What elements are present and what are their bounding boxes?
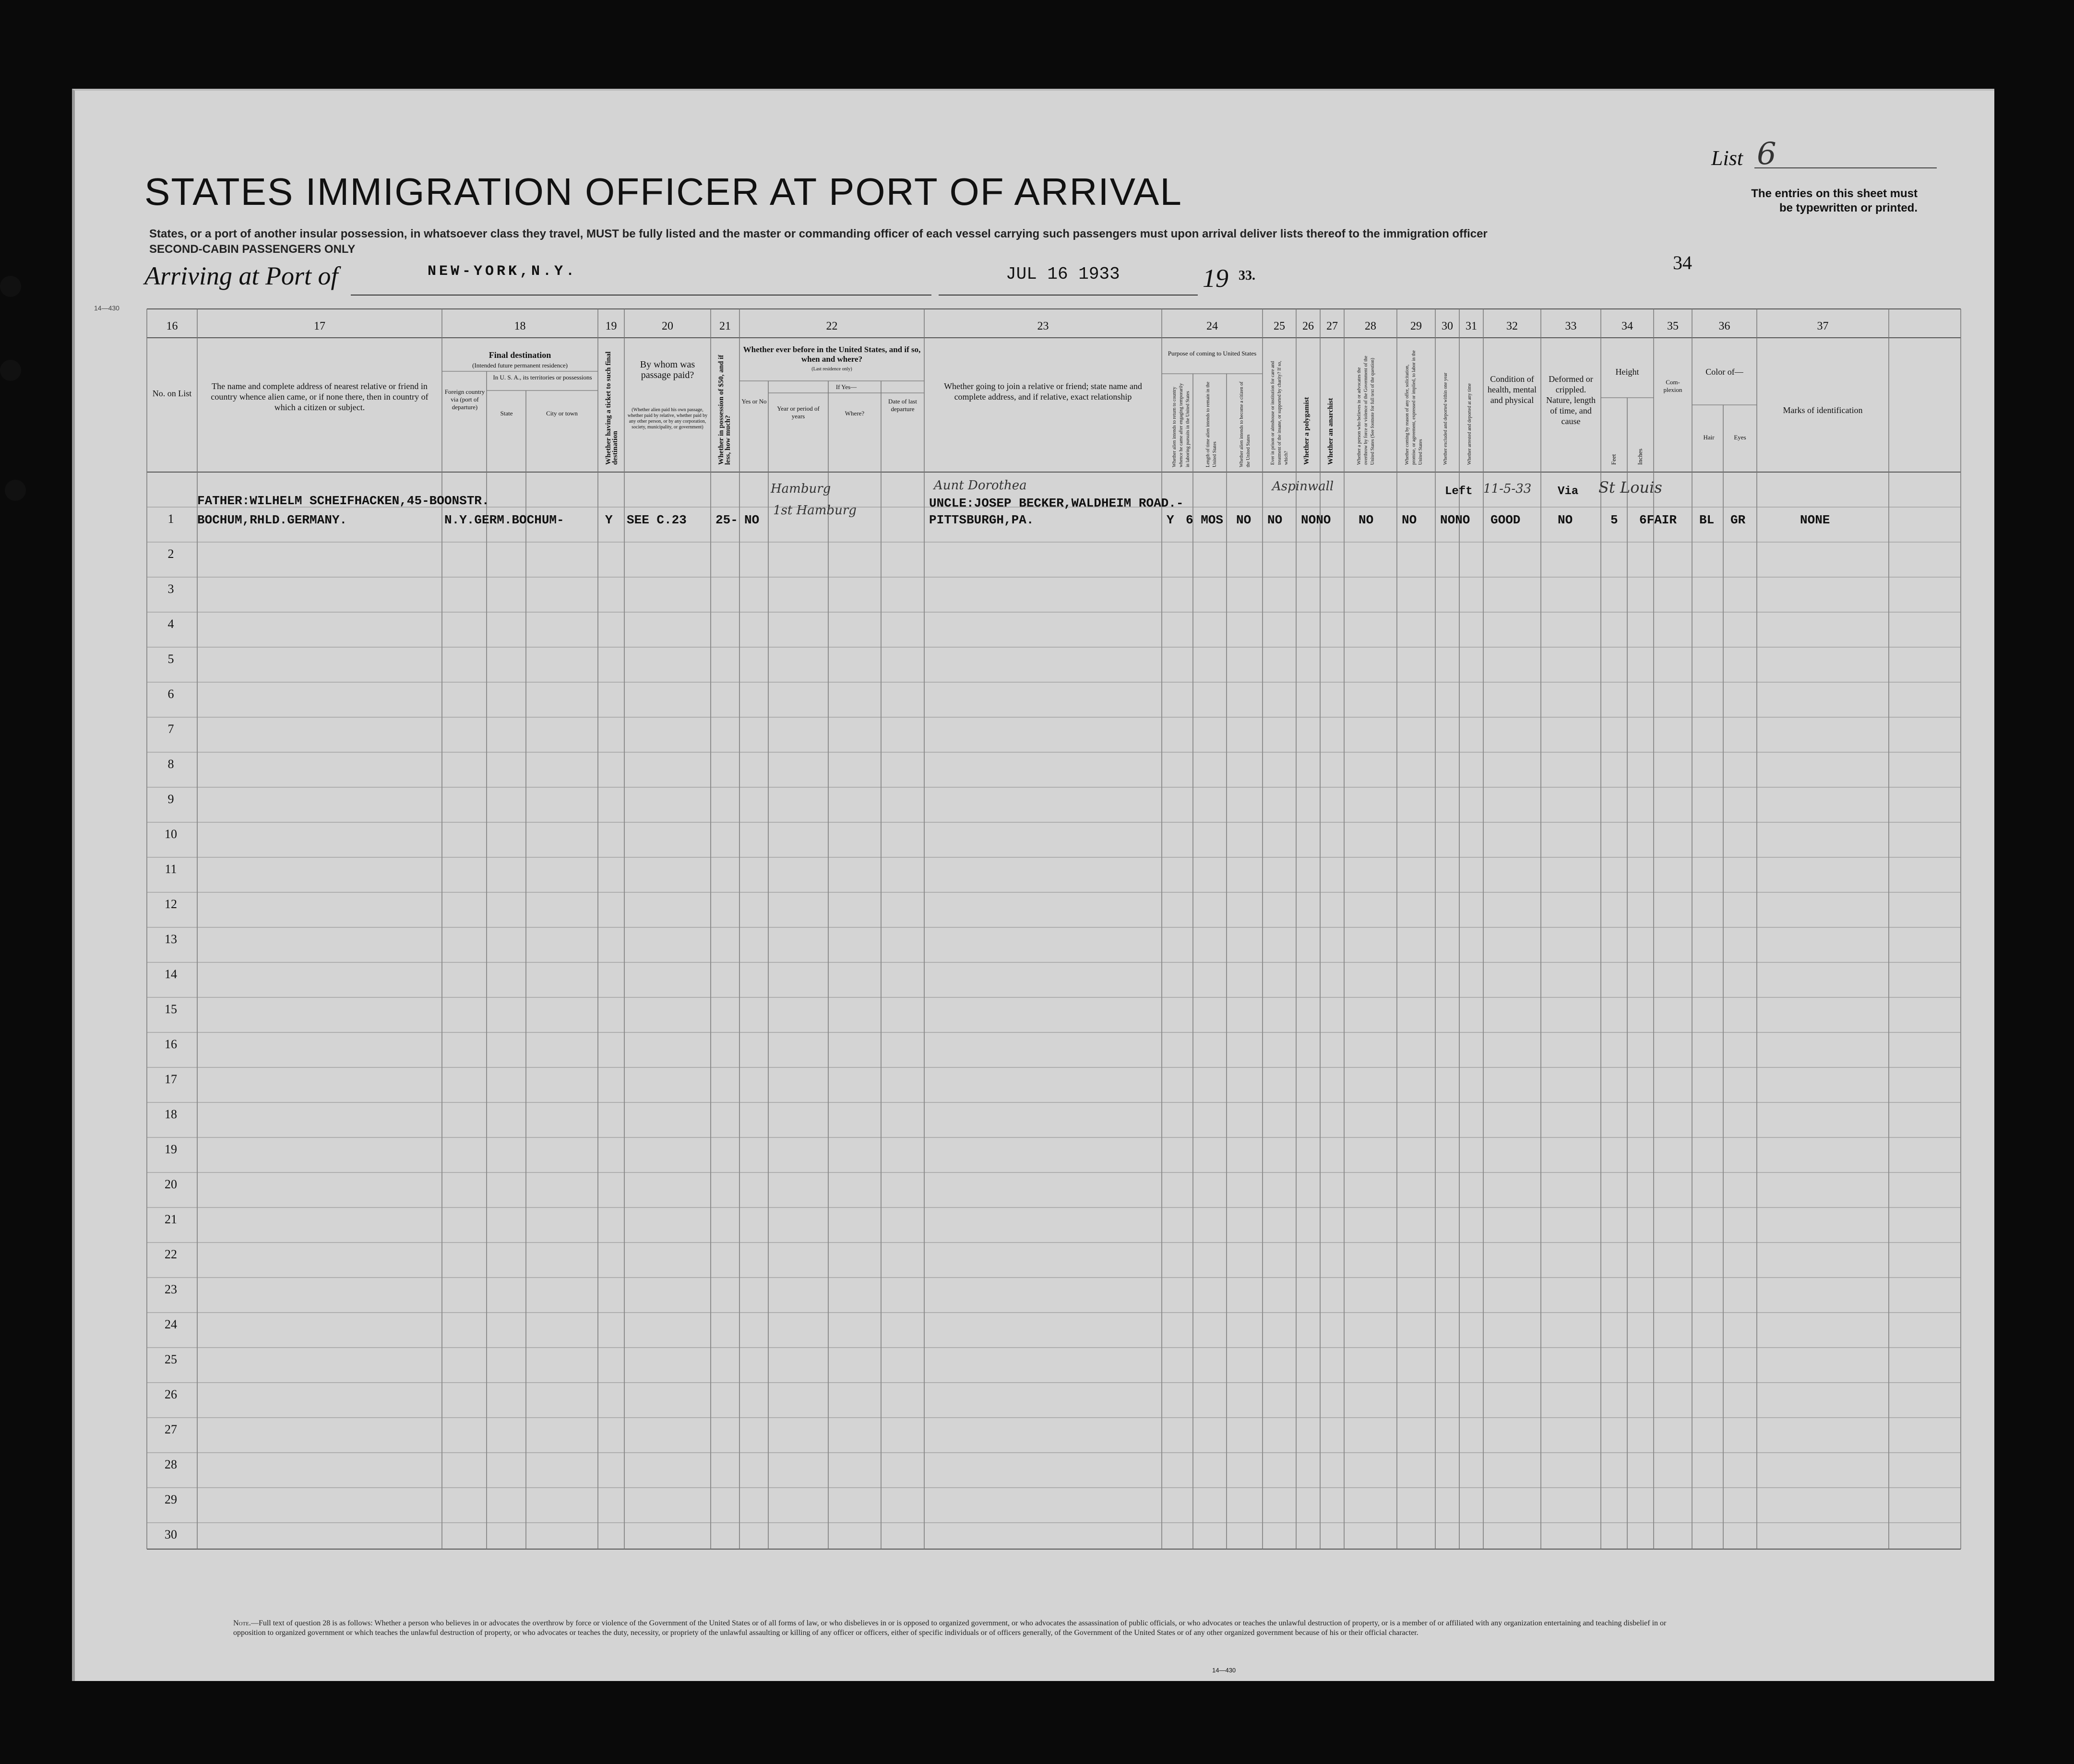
row-number: 13: [165, 932, 177, 946]
header-ever-before: Whether ever before in the United States, and if so, when and where?: [743, 345, 921, 364]
row-number: 26: [165, 1387, 177, 1401]
row-number: 7: [167, 722, 174, 736]
header-passage-note: (Whether alien paid his own passage, whether paid by relative, whether paid by any other person, or by any corporation, society, municipality, or government): [627, 407, 708, 430]
arriving-label: Arriving at Port of: [144, 261, 338, 290]
form-number: 14—430: [94, 304, 119, 312]
header-date-departure: Date of last departure: [888, 398, 917, 413]
col-number: 25: [1274, 320, 1285, 332]
institution-value: NO: [1267, 513, 1283, 527]
purpose-length-value: 6 MOS: [1186, 513, 1224, 527]
header-purpose-length: Length of time alien intends to remain in the United States: [1205, 381, 1217, 467]
header-labor-offer: Whether coming by reason of any offer, solicitation, promise, or agreement, expressed or implied, to labor in the United States: [1405, 350, 1423, 465]
cabin-class: SECOND-CABIN PASSENGERS ONLY: [149, 243, 356, 256]
header-state: State: [500, 410, 513, 417]
col-number: 36: [1718, 320, 1730, 332]
row-number: 29: [165, 1492, 177, 1506]
header-final-destination: Final destination: [489, 350, 551, 360]
sheet-number: 34: [1673, 252, 1692, 273]
year-prefix: 19: [1203, 264, 1228, 293]
polygamist-anarchist-value: NONO: [1301, 513, 1331, 527]
row-number: 5: [167, 652, 174, 666]
header-complexion: Com- plexion: [1663, 379, 1682, 393]
col-number: 16: [166, 320, 178, 332]
footnote: [233, 1619, 1673, 1638]
row-number: 22: [165, 1247, 177, 1261]
col-number: 22: [826, 320, 838, 332]
port-value: NEW-YORK,N.Y.: [428, 263, 578, 280]
header-overthrow: Whether a person who believes in or advocates the overthrow by force or violence of the Government of the United States (See footnote for full text of the question): [1357, 355, 1375, 465]
hair-value: BL: [1699, 513, 1715, 527]
row-number: 11: [165, 862, 177, 876]
join-relative-line: UNCLE:JOSEP BECKER,WALDHEIM ROAD.-: [929, 496, 1184, 510]
inches-complexion-value: 6FAIR: [1639, 513, 1677, 527]
row-number: 8: [167, 757, 174, 771]
row-number: 16: [165, 1037, 177, 1051]
ever-before-value: NO: [744, 513, 760, 527]
col-number: 28: [1365, 320, 1376, 332]
row-number: 9: [167, 792, 174, 806]
row-number: 19: [165, 1142, 177, 1156]
row-number: 3: [167, 582, 174, 596]
header-city: City or town: [546, 410, 578, 417]
header-in-usa: In U. S. A., its territories or possessions: [493, 374, 592, 381]
header-purpose-return: Whether alien intends to return to country whence he came after engaging temporarily in laboring pursuits in the United States: [1172, 383, 1191, 467]
entries-note: [1639, 187, 1918, 215]
annotation-left-label: Left: [1445, 485, 1473, 498]
header-relative-address: The name and complete address of nearest relative or friend in country whence alien came, or if none there, then in country of which a citizen or subject.: [211, 381, 429, 412]
header-year-period: Year or period of years: [777, 405, 820, 420]
health-value: GOOD: [1490, 513, 1521, 527]
purpose-return-value: Y: [1167, 513, 1174, 527]
row-number: 12: [165, 897, 177, 911]
destination-value: N.Y.GERM.BOCHUM-: [444, 513, 564, 527]
annotation-departure-date: 11-5-33: [1483, 482, 1532, 496]
header-anarchist: Whether an anarchist: [1327, 398, 1335, 465]
header-ever-before-note: (Last residence only): [811, 367, 852, 372]
header-purpose: Purpose of coming to United States: [1168, 350, 1257, 357]
col-number: 17: [314, 320, 325, 332]
header-foreign-country: Foreign country via (port of departure): [444, 388, 485, 411]
row-number: 28: [165, 1457, 177, 1471]
manifest-sheet: [72, 89, 1994, 1681]
list-label: List: [1711, 146, 1743, 170]
col-number: 35: [1667, 320, 1679, 332]
eyes-value: GR: [1730, 513, 1746, 527]
join-relative-line: PITTSBURGH,PA.: [929, 513, 1034, 527]
col-number: 31: [1466, 320, 1477, 332]
annotation-ship-name: St Louis: [1598, 478, 1662, 497]
row-number: 4: [167, 617, 174, 631]
binder-hole: [0, 276, 21, 297]
deported-value: NONO: [1440, 513, 1470, 527]
ticket-value: Y: [605, 513, 613, 527]
marks-value: NONE: [1800, 513, 1830, 527]
header-deported: Whether arrested and deported at any time: [1467, 383, 1472, 465]
header-if-yes: If Yes—: [835, 383, 857, 391]
labor-offer-value: NO: [1402, 513, 1417, 527]
header-color-of: Color of—: [1705, 367, 1743, 377]
handwritten-note: Hamburg: [771, 482, 831, 496]
col-number: 18: [514, 320, 526, 332]
purpose-citizen-value: NO: [1236, 513, 1252, 527]
row-number: 18: [165, 1107, 177, 1121]
feet-value: 5: [1610, 513, 1618, 527]
col-number: 23: [1037, 320, 1049, 332]
annotation-via-label: Via: [1558, 485, 1579, 498]
col-number: 34: [1621, 320, 1633, 332]
binder-hole: [0, 360, 21, 381]
date-underline: [939, 295, 1198, 296]
header-hair: Hair: [1703, 434, 1715, 441]
relative-address-line: FATHER:WILHELM SCHEIFHACKEN,45-BOONSTR.: [197, 494, 489, 508]
header-height: Height: [1615, 367, 1639, 377]
row-number: 14: [165, 967, 177, 981]
deformed-value: NO: [1558, 513, 1573, 527]
header-join-relative: Whether going to join a relative or friend; state name and complete address, and if relative, exact relationship: [944, 381, 1142, 402]
header-where: Where?: [845, 410, 865, 417]
row-number: 15: [165, 1002, 177, 1016]
row-number: 20: [165, 1177, 177, 1191]
col-number: 26: [1302, 320, 1314, 332]
col-number: 20: [662, 320, 673, 332]
header-yes-no: Yes or No: [741, 398, 767, 405]
list-underline: [1754, 167, 1937, 168]
header-polygamist: Whether a polygamist: [1303, 397, 1311, 465]
header-purpose-citizen: Whether alien intends to become a citizen of the United States: [1239, 381, 1251, 467]
header-marks: Marks of identification: [1783, 405, 1863, 415]
relative-address-line: BOCHUM,RHLD.GERMANY.: [197, 513, 347, 527]
overthrow-value: NO: [1359, 513, 1374, 527]
col-number: 19: [605, 320, 617, 332]
col-number: 24: [1206, 320, 1218, 332]
col-number: 21: [719, 320, 731, 332]
header-health: Condition of health, mental and physical: [1488, 374, 1537, 405]
instructions-line: States, or a port of another insular possession, in whatsoever class they travel, MUST be fully listed and the master or commanding officer of each vessel carrying such passengers must upon arrival deliver lists thereof to the immigration officer: [149, 227, 1488, 240]
row-number: 27: [165, 1422, 177, 1436]
header-passage-paid: By whom was passage paid?: [640, 359, 695, 380]
page-title: STATES IMMIGRATION OFFICER AT PORT OF ARRIVAL: [144, 170, 1182, 213]
header-deformed: Deformed or crippled. Nature, length of time, and cause: [1546, 374, 1596, 426]
handwritten-note: Aspinwall: [1272, 479, 1334, 494]
header-institution: Ever in prison or almshouse or institution for care and treatment of the insane, or supported by charity? If so, which?: [1270, 361, 1289, 465]
col-number: 33: [1565, 320, 1577, 332]
possession-value: 25-: [715, 513, 738, 527]
col-number: 27: [1326, 320, 1338, 332]
row-number: 1: [167, 512, 174, 526]
row-number: 30: [165, 1527, 177, 1541]
header-eyes: Eyes: [1734, 434, 1746, 441]
row-number: 25: [165, 1352, 177, 1366]
passage-value: SEE C.23: [627, 513, 687, 527]
row-number: 10: [165, 827, 177, 841]
list-number: 6: [1757, 136, 1776, 172]
entries-note-line: The entries on this sheet must: [1751, 187, 1918, 200]
row-number: 21: [165, 1212, 177, 1226]
row-number: 23: [165, 1282, 177, 1296]
footer-form-number: 14—430: [1212, 1667, 1236, 1674]
header-ticket: Whether having a ticket to such final destination: [605, 351, 619, 465]
port-underline: [351, 295, 931, 296]
header-no-on-list: No. on List: [152, 389, 192, 398]
footnote-label: Note.: [233, 1619, 251, 1627]
header-possession-50: Whether in possession of $50, and if less, how much?: [717, 355, 732, 465]
handwritten-note: Aunt Dorothea: [934, 478, 1027, 493]
row-number: 17: [165, 1072, 177, 1086]
col-number: 29: [1410, 320, 1422, 332]
arrival-date-stamp: JUL 16 1933: [1006, 264, 1120, 284]
col-number: 32: [1506, 320, 1518, 332]
col-number: 37: [1817, 320, 1829, 332]
binder-hole: [5, 480, 26, 501]
row-number: 24: [165, 1317, 177, 1331]
footnote-text: —Full text of question 28 is as follows: Whether a person who believes in or advocates the overthrow by force or violence of the Government of the United States or of all forms of law, or who disbelieves in or is opposed to organized government, or who advocates the assassination of public officials, or who advocates or teaches the unlawful destruction of property, or is a member of or affiliated with any organization entertaining and teaching disbelief in or opposition to organized government or which teaches the unlawful destruction of property, or who advocates or teaches the duty, necessity, or propriety of the unlawful assaulting or killing of any officer or officers, either of specific individuals or of officers generally, of the Government of the United States or of any other organized government because of his or their official character.: [233, 1619, 1667, 1637]
header-excluded: Whether excluded and deported within one year: [1443, 372, 1448, 465]
entries-note-line: be typewritten or printed.: [1779, 201, 1918, 214]
handwritten-note: 1st Hamburg: [773, 503, 857, 518]
row-number: 2: [167, 547, 174, 561]
header-final-destination-note: (Intended future permanent residence): [472, 362, 568, 369]
row-number: 6: [167, 687, 174, 701]
header-inches: Inches: [1636, 449, 1644, 465]
header-feet: Feet: [1610, 454, 1617, 465]
col-number: 30: [1442, 320, 1453, 332]
year-suffix: 33.: [1239, 268, 1255, 283]
